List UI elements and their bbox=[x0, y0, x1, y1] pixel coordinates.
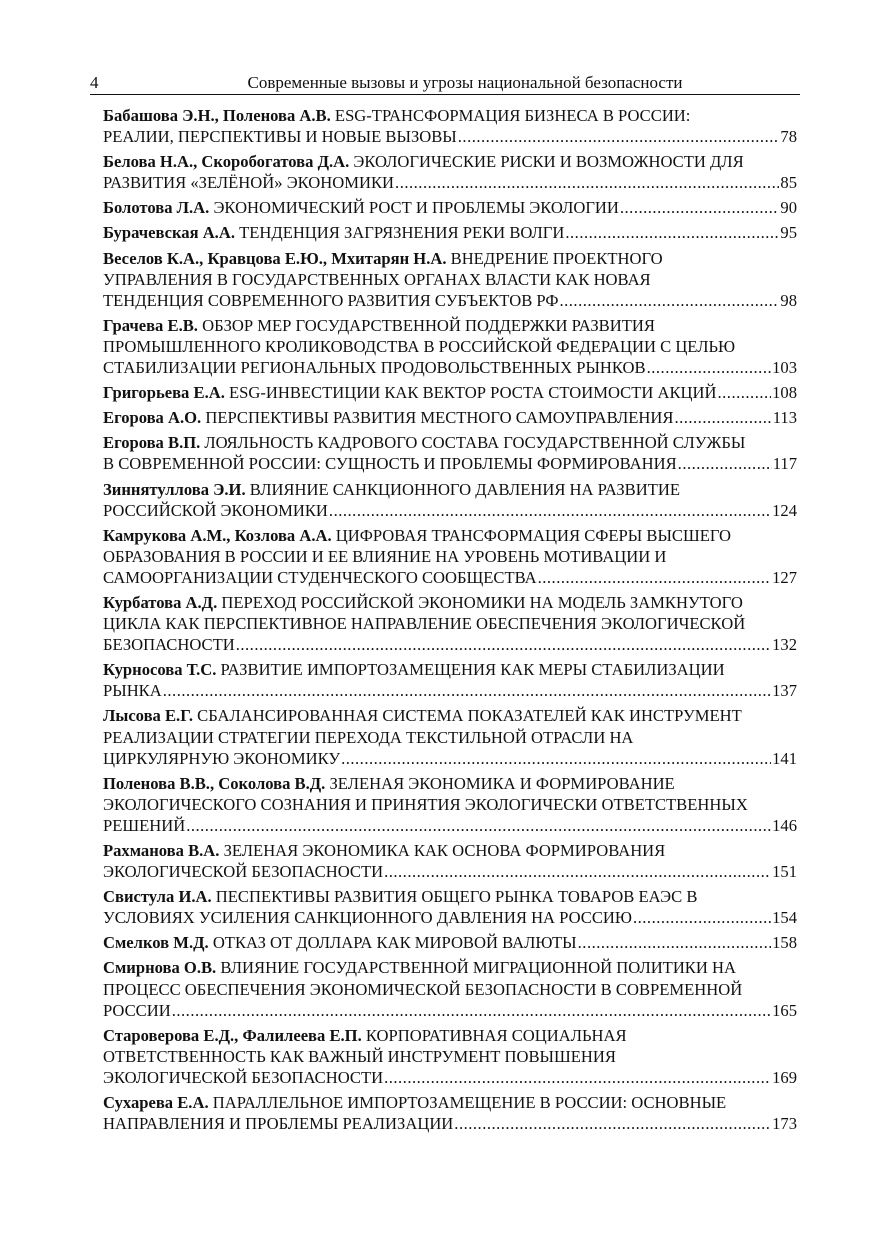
dot-leader bbox=[538, 567, 772, 588]
dot-leader bbox=[329, 500, 771, 521]
toc-line bbox=[103, 453, 797, 474]
toc-line bbox=[103, 957, 797, 978]
toc-line bbox=[103, 222, 797, 243]
dot-leader bbox=[384, 861, 771, 882]
toc-authors: Зиннятуллова Э.И. bbox=[103, 479, 246, 499]
toc-line bbox=[103, 269, 797, 290]
toc-page-number: 103 bbox=[772, 358, 797, 378]
toc-title-text: ЦИФРОВАЯ ТРАНСФОРМАЦИЯ СФЕРЫ ВЫСШЕГО bbox=[331, 525, 732, 545]
toc-line bbox=[103, 432, 797, 453]
toc-line bbox=[103, 151, 797, 172]
page-number: 4 bbox=[90, 73, 99, 92]
toc-page-number: 95 bbox=[780, 223, 797, 243]
toc-page-number: 165 bbox=[772, 1000, 797, 1020]
toc-title-text: РЕАЛИИ, ПЕРСПЕКТИВЫ И НОВЫЕ ВЫЗОВЫ bbox=[103, 127, 457, 147]
dot-leader bbox=[341, 748, 771, 769]
toc-authors: Свистула И.А. bbox=[103, 887, 212, 907]
toc-entry bbox=[103, 1025, 797, 1088]
toc-line bbox=[103, 546, 797, 567]
toc-title-text: ПЕСПЕКТИВЫ РАЗВИТИЯ ОБЩЕГО РЫНКА ТОВАРОВ ЕАЭС В bbox=[211, 887, 698, 907]
toc-page-number: 158 bbox=[772, 933, 797, 953]
toc-title-text: ОТВЕТСТВЕННОСТЬ КАК ВАЖНЫЙ ИНСТРУМЕНТ ПОВЫШЕНИЯ bbox=[103, 1046, 616, 1066]
toc-title-text: РАЗВИТИЯ «ЗЕЛЁНОЙ» ЭКОНОМИКИ bbox=[103, 173, 395, 193]
toc-page-number: 169 bbox=[772, 1067, 797, 1087]
dot-leader bbox=[236, 634, 771, 655]
toc-line bbox=[103, 382, 797, 403]
dot-leader bbox=[454, 1113, 771, 1134]
toc-page-number: 108 bbox=[772, 383, 797, 403]
toc-entry bbox=[103, 840, 797, 882]
toc-entry bbox=[103, 432, 797, 474]
toc-title-text: ОТКАЗ ОТ ДОЛЛАРА КАК МИРОВОЙ ВАЛЮТЫ bbox=[208, 933, 577, 953]
toc-line bbox=[103, 907, 797, 928]
toc-entry bbox=[103, 525, 797, 588]
toc-page-number: 132 bbox=[772, 635, 797, 655]
dot-leader bbox=[647, 357, 772, 378]
toc-line bbox=[103, 525, 797, 546]
dot-leader bbox=[620, 197, 780, 218]
toc-line bbox=[103, 815, 797, 836]
toc-title-text: СТАБИЛИЗАЦИИ РЕГИОНАЛЬНЫХ ПРОДОВОЛЬСТВЕННЫХ РЫНКОВ bbox=[103, 358, 646, 378]
toc-line bbox=[103, 659, 797, 680]
toc-entry bbox=[103, 886, 797, 928]
toc-line-text bbox=[103, 861, 383, 882]
dot-leader bbox=[186, 815, 771, 836]
toc-authors: Веселов К.А., Кравцова Е.Ю., Мхитарян Н.А. bbox=[103, 248, 447, 268]
toc-title-text: БЕЗОПАСНОСТИ bbox=[103, 635, 235, 655]
toc-title-text: РАЗВИТИЕ ИМПОРТОЗАМЕЩЕНИЯ КАК МЕРЫ СТАБИЛИЗАЦИИ bbox=[216, 660, 725, 680]
toc-title-text: РЕАЛИЗАЦИИ СТРАТЕГИИ ПЕРЕХОДА ТЕКСТИЛЬНОЙ ОТРАСЛИ НА bbox=[103, 727, 634, 747]
toc-authors: Белова Н.А., Скоробогатова Д.А. bbox=[103, 152, 350, 172]
toc-line bbox=[103, 357, 797, 378]
toc-line bbox=[103, 1092, 797, 1113]
toc-line bbox=[103, 1046, 797, 1067]
toc-title-text: САМООРГАНИЗАЦИИ СТУДЕНЧЕСКОГО СООБЩЕСТВА bbox=[103, 567, 537, 587]
toc-title-text: РЫНКА bbox=[103, 681, 162, 701]
toc-authors: Грачева Е.В. bbox=[103, 315, 198, 335]
toc-entry bbox=[103, 248, 797, 311]
toc-line bbox=[103, 886, 797, 907]
toc-authors: Григорьева Е.А. bbox=[103, 383, 225, 403]
toc-title-text: ЦИКЛА КАК ПЕРСПЕКТИВНОЕ НАПРАВЛЕНИЕ ОБЕСПЕЧЕНИЯ ЭКОЛОГИЧЕСКОЙ bbox=[103, 614, 746, 634]
toc-line-text bbox=[103, 453, 677, 474]
toc-title-text: УПРАВЛЕНИЯ В ГОСУДАРСТВЕННЫХ ОРГАНАХ ВЛАСТИ КАК НОВАЯ bbox=[103, 269, 651, 289]
toc-line bbox=[103, 680, 797, 701]
toc-title-text: ЭКОЛОГИЧЕСКОГО СОЗНАНИЯ И ПРИНЯТИЯ ЭКОЛОГИЧЕСКИ ОТВЕТСТВЕННЫХ bbox=[103, 794, 748, 814]
toc-title-text: РЕШЕНИЙ bbox=[103, 815, 186, 835]
toc-line bbox=[103, 479, 797, 500]
toc-title-text: ОБЗОР МЕР ГОСУДАРСТВЕННОЙ ПОДДЕРЖКИ РАЗВИТИЯ bbox=[197, 315, 655, 335]
toc-line bbox=[103, 592, 797, 613]
toc-page-number: 141 bbox=[772, 748, 797, 768]
toc-line-text bbox=[103, 172, 394, 193]
toc-authors: Смелков М.Д. bbox=[103, 933, 209, 953]
toc-page-number: 98 bbox=[780, 290, 797, 310]
toc-authors: Бурачевская А.А. bbox=[103, 223, 235, 243]
toc-title-text: ВНЕДРЕНИЕ ПРОЕКТНОГО bbox=[446, 248, 663, 268]
dot-leader bbox=[163, 680, 771, 701]
toc-title-text: РОССИИ bbox=[103, 1000, 171, 1020]
toc-authors: Поленова В.В., Соколова В.Д. bbox=[103, 773, 326, 793]
toc-line-text bbox=[103, 500, 328, 521]
toc-line bbox=[103, 634, 797, 655]
dot-leader bbox=[674, 407, 771, 428]
dot-leader bbox=[395, 172, 779, 193]
toc-line bbox=[103, 1000, 797, 1021]
toc-entry bbox=[103, 479, 797, 521]
toc-authors: Бабашова Э.Н., Поленова А.В. bbox=[103, 106, 331, 125]
toc-title-text: НАПРАВЛЕНИЯ И ПРОБЛЕМЫ РЕАЛИЗАЦИИ bbox=[103, 1114, 454, 1134]
running-title: Современные вызовы и угрозы национальной безопасности bbox=[247, 73, 683, 92]
toc-authors: Егорова А.О. bbox=[103, 408, 202, 428]
dot-leader bbox=[172, 1000, 771, 1021]
toc-title-text: ЭКОЛОГИЧЕСКОЙ БЕЗОПАСНОСТИ bbox=[103, 1067, 384, 1087]
toc-entry bbox=[103, 1092, 797, 1134]
toc-page-number: 154 bbox=[772, 908, 797, 928]
toc-entry bbox=[103, 197, 797, 218]
toc-line bbox=[103, 705, 797, 726]
dot-leader bbox=[384, 1067, 771, 1088]
toc-title-text: ПАРАЛЛЕЛЬНОЕ ИМПОРТОЗАМЕЩЕНИЕ В РОССИИ: ОСНОВНЫЕ bbox=[208, 1093, 727, 1113]
toc-line-text bbox=[103, 382, 717, 403]
toc-authors: Болотова Л.А. bbox=[103, 198, 210, 218]
toc-line-text bbox=[103, 126, 457, 147]
toc-title-text: ЦИРКУЛЯРНУЮ ЭКОНОМИКУ bbox=[103, 748, 341, 768]
toc-page-number: 146 bbox=[772, 815, 797, 835]
toc-title-text: ТЕНДЕНЦИЯ ЗАГРЯЗНЕНИЯ РЕКИ ВОЛГИ bbox=[234, 223, 565, 243]
toc-line bbox=[103, 197, 797, 218]
toc-page-number: 137 bbox=[772, 681, 797, 701]
toc-line bbox=[103, 1067, 797, 1088]
toc-title-text: ПРОМЫШЛЕННОГО КРОЛИКОВОДСТВА В РОССИЙСКОЙ ФЕДЕРАЦИИ С ЦЕЛЬЮ bbox=[103, 336, 736, 356]
toc-title-text: ПЕРСПЕКТИВЫ РАЗВИТИЯ МЕСТНОГО САМОУПРАВЛЕНИЯ bbox=[201, 408, 674, 428]
toc-title-text: ЗЕЛЕНАЯ ЭКОНОМИКА КАК ОСНОВА ФОРМИРОВАНИЯ bbox=[219, 841, 666, 860]
toc-line-text bbox=[103, 222, 564, 243]
toc-title-text: СБАЛАНСИРОВАННАЯ СИСТЕМА ПОКАЗАТЕЛЕЙ КАК ИНСТРУМЕНТ bbox=[193, 706, 742, 726]
toc-title-text: ЭКОЛОГИЧЕСКОЙ БЕЗОПАСНОСТИ bbox=[103, 862, 384, 882]
toc-entry bbox=[103, 705, 797, 768]
toc-line bbox=[103, 979, 797, 1000]
toc-line bbox=[103, 794, 797, 815]
dot-leader bbox=[458, 126, 780, 147]
toc-authors: Курносова Т.С. bbox=[103, 660, 217, 680]
toc-authors: Староверова Е.Д., Фалилеева Е.П. bbox=[103, 1025, 362, 1045]
dot-leader bbox=[565, 222, 779, 243]
toc-page-number: 124 bbox=[772, 500, 797, 520]
toc-entry bbox=[103, 659, 797, 701]
toc-entry bbox=[103, 957, 797, 1020]
toc-authors: Курбатова А.Д. bbox=[103, 592, 218, 612]
toc-entry bbox=[103, 592, 797, 655]
toc-line bbox=[103, 861, 797, 882]
toc-line bbox=[103, 126, 797, 147]
toc-line bbox=[103, 315, 797, 336]
toc-title-text: ТЕНДЕНЦИЯ СОВРЕМЕННОГО РАЗВИТИЯ СУБЪЕКТОВ РФ bbox=[103, 290, 559, 310]
toc-title-text: ESG-ТРАНСФОРМАЦИЯ БИЗНЕСА В РОССИИ: bbox=[330, 106, 691, 125]
toc-authors: Смирнова О.В. bbox=[103, 958, 217, 978]
toc-line bbox=[103, 613, 797, 634]
toc-authors: Камрукова А.М., Козлова А.А. bbox=[103, 525, 332, 545]
toc-title-text: ВЛИЯНИЕ ГОСУДАРСТВЕННОЙ МИГРАЦИОННОЙ ПОЛИТИКИ НА bbox=[216, 958, 736, 978]
toc-line bbox=[103, 500, 797, 521]
toc-line bbox=[103, 727, 797, 748]
toc-title-text: ЭКОНОМИЧЕСКИЙ РОСТ И ПРОБЛЕМЫ ЭКОЛОГИИ bbox=[209, 198, 619, 218]
toc-line bbox=[103, 567, 797, 588]
toc-entry bbox=[103, 105, 797, 147]
toc-entry bbox=[103, 315, 797, 378]
toc-line bbox=[103, 1025, 797, 1046]
dot-leader bbox=[633, 907, 771, 928]
toc-line bbox=[103, 773, 797, 794]
toc-line-text bbox=[103, 567, 537, 588]
toc-page-number: 78 bbox=[780, 127, 797, 147]
toc-title-text: РОССИЙСКОЙ ЭКОНОМИКИ bbox=[103, 500, 328, 520]
toc-line-text bbox=[103, 748, 340, 769]
running-header bbox=[90, 72, 800, 95]
toc-entry bbox=[103, 932, 797, 953]
toc-page-number: 113 bbox=[772, 408, 797, 428]
toc-line-text bbox=[103, 932, 577, 953]
toc-page-number: 127 bbox=[772, 567, 797, 587]
toc-title-text: ЭКОЛОГИЧЕСКИЕ РИСКИ И ВОЗМОЖНОСТИ ДЛЯ bbox=[349, 152, 744, 172]
toc-page-number: 85 bbox=[780, 173, 797, 193]
toc-title-text: ESG-ИНВЕСТИЦИИ КАК ВЕКТОР РОСТА СТОИМОСТИ АКЦИЙ bbox=[224, 383, 717, 403]
toc-line-text bbox=[103, 407, 673, 428]
toc-authors: Рахманова В.А. bbox=[103, 841, 220, 860]
toc-line-text bbox=[103, 634, 235, 655]
toc-line-text bbox=[103, 1000, 171, 1021]
toc-line-text bbox=[103, 680, 162, 701]
toc-entry bbox=[103, 382, 797, 403]
toc-line bbox=[103, 336, 797, 357]
toc-title-text: ЛОЯЛЬНОСТЬ КАДРОВОГО СОСТАВА ГОСУДАРСТВЕННОЙ СЛУЖБЫ bbox=[200, 433, 746, 453]
toc-line bbox=[103, 248, 797, 269]
toc-page-number: 151 bbox=[772, 862, 797, 882]
toc-line bbox=[103, 1113, 797, 1134]
toc-entry bbox=[103, 773, 797, 836]
dot-leader bbox=[559, 290, 779, 311]
toc-entry bbox=[103, 222, 797, 243]
toc-authors: Сухарева Е.А. bbox=[103, 1093, 209, 1113]
toc-entry bbox=[103, 151, 797, 193]
toc-line-text bbox=[103, 290, 558, 311]
toc-line-text bbox=[103, 1067, 383, 1088]
toc-entry bbox=[103, 407, 797, 428]
toc-line bbox=[103, 748, 797, 769]
dot-leader bbox=[678, 453, 772, 474]
toc-title-text: ПЕРЕХОД РОССИЙСКОЙ ЭКОНОМИКИ НА МОДЕЛЬ ЗАМКНУТОГО bbox=[217, 592, 743, 612]
toc-line bbox=[103, 290, 797, 311]
toc-page-number: 117 bbox=[772, 454, 797, 474]
toc-line-text bbox=[103, 197, 619, 218]
toc-title-text: ОБРАЗОВАНИЯ В РОССИИ И ЕЕ ВЛИЯНИЕ НА УРОВЕНЬ МОТИВАЦИИ И bbox=[103, 546, 667, 566]
toc-line-text bbox=[103, 907, 632, 928]
toc-line-text bbox=[103, 357, 646, 378]
toc-title-text: ПРОЦЕСС ОБЕСПЕЧЕНИЯ ЭКОНОМИЧЕСКОЙ БЕЗОПАСНОСТИ В СОВРЕМЕННОЙ bbox=[103, 979, 743, 999]
toc-page-number: 90 bbox=[780, 198, 797, 218]
toc-line-text bbox=[103, 815, 185, 836]
toc-line bbox=[103, 932, 797, 953]
dot-leader bbox=[578, 932, 771, 953]
toc-line bbox=[103, 105, 797, 126]
toc-line bbox=[103, 407, 797, 428]
toc-title-text: ВЛИЯНИЕ САНКЦИОННОГО ДАВЛЕНИЯ НА РАЗВИТИЕ bbox=[245, 479, 680, 499]
toc-line bbox=[103, 840, 797, 861]
dot-leader bbox=[718, 382, 772, 403]
table-of-contents bbox=[103, 105, 797, 1138]
toc-line bbox=[103, 172, 797, 193]
toc-authors: Лысова Е.Г. bbox=[103, 706, 194, 726]
toc-title-text: КОРПОРАТИВНАЯ СОЦИАЛЬНАЯ bbox=[361, 1025, 627, 1045]
toc-line-text bbox=[103, 1113, 453, 1134]
toc-title-text: В СОВРЕМЕННОЙ РОССИИ: СУЩНОСТЬ И ПРОБЛЕМЫ ФОРМИРОВАНИЯ bbox=[103, 454, 677, 474]
toc-title-text: УСЛОВИЯХ УСИЛЕНИЯ САНКЦИОННОГО ДАВЛЕНИЯ НА РОССИЮ bbox=[103, 908, 632, 928]
toc-title-text: ЗЕЛЕНАЯ ЭКОНОМИКА И ФОРМИРОВАНИЕ bbox=[325, 773, 675, 793]
toc-page-number: 173 bbox=[772, 1114, 797, 1134]
toc-authors: Егорова В.П. bbox=[103, 433, 201, 453]
